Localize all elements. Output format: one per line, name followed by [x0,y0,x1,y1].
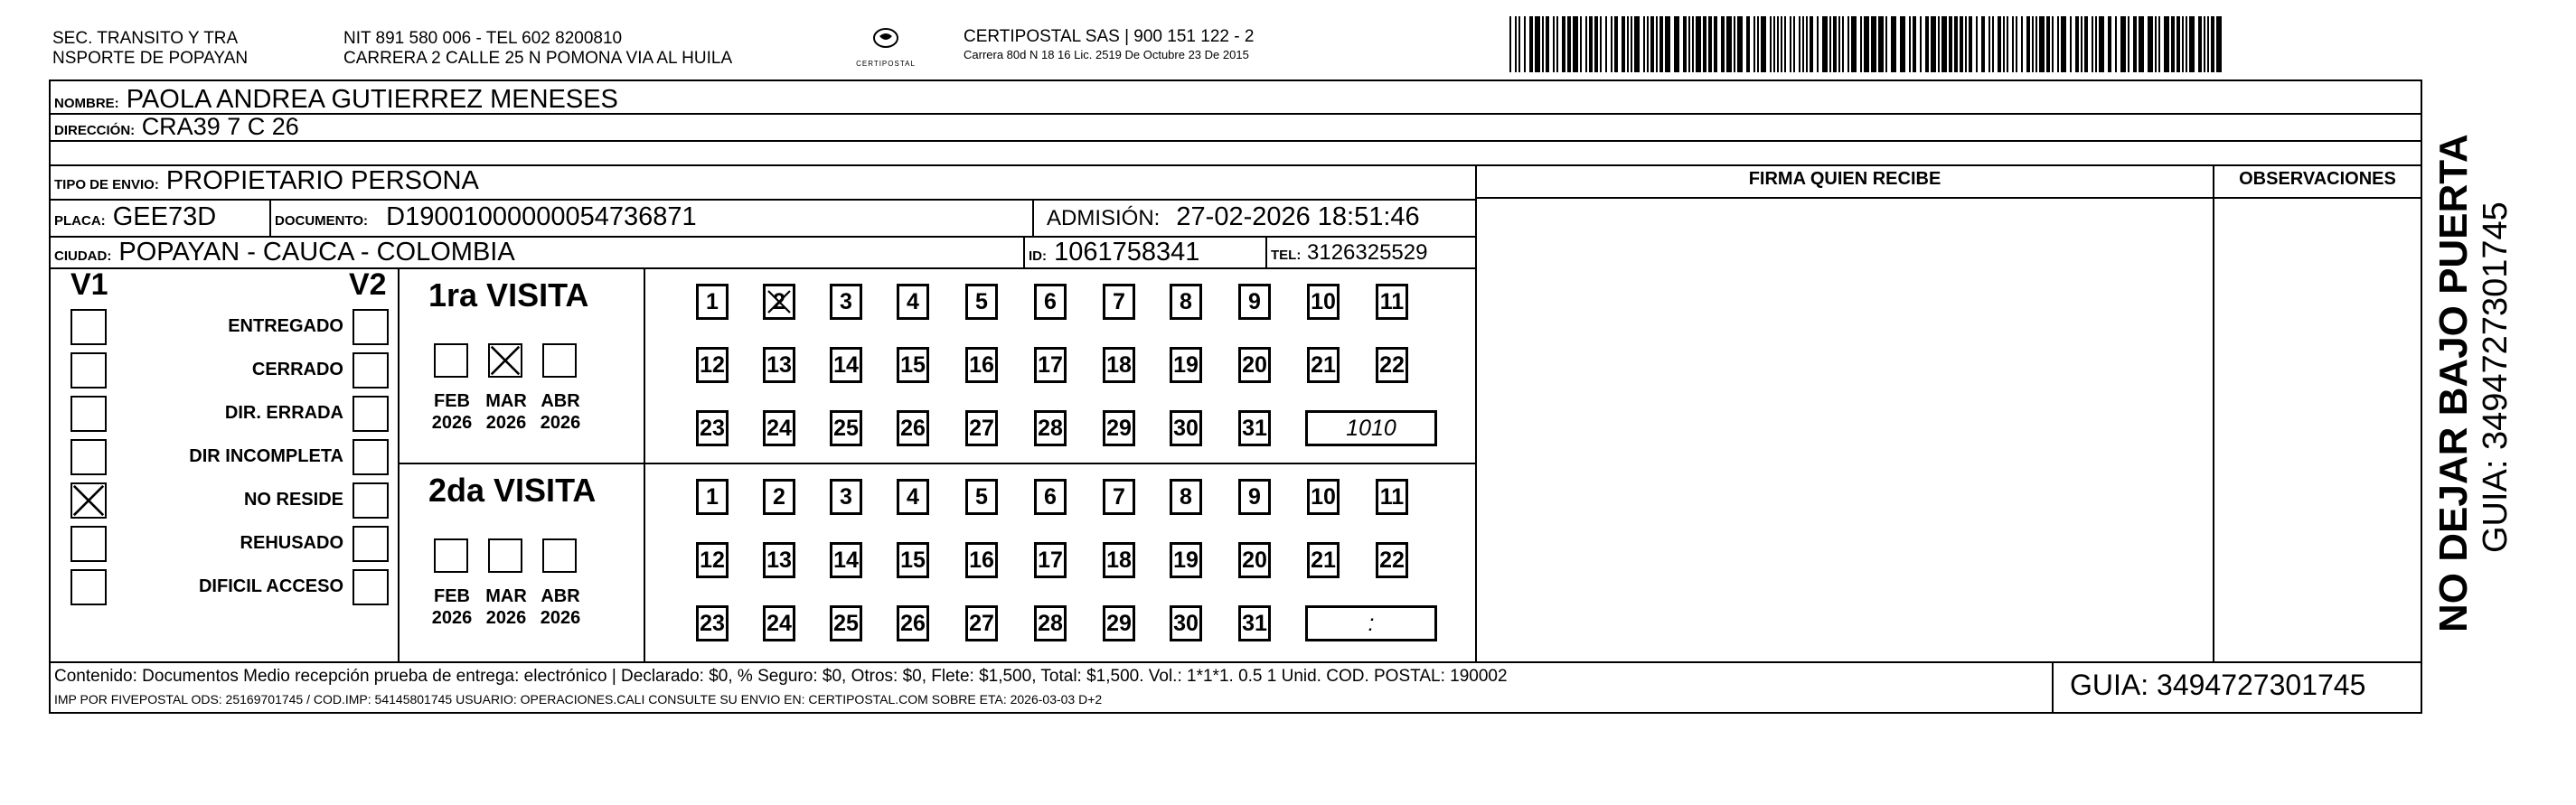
day-box[interactable]: 18 [1103,542,1135,578]
sender-line-2: NSPORTE DE POPAYAN [52,49,249,68]
day-box[interactable]: 10 [1307,284,1340,320]
tipo-envio-field [54,164,479,201]
certipostal-logo [850,25,922,72]
month-year: 2026 [540,413,581,433]
barcode-bar [1770,16,1772,72]
barcode-bar [1920,16,1922,72]
time-box[interactable] [1305,605,1437,641]
admision-label: ADMISIÓN: [1047,206,1161,230]
day-box[interactable]: 5 [965,284,998,320]
barcode-bar [1998,16,2001,72]
barcode-bar [1622,16,1625,72]
id-label: ID: [1029,248,1047,264]
barcode-bar [1524,16,1526,72]
id-value: 1061758341 [1054,238,1200,267]
day-box[interactable]: 21 [1307,542,1340,578]
id-field [1029,236,1199,273]
barcode-bar [1753,16,1755,72]
day-box[interactable]: 31 [1238,605,1271,641]
day-box[interactable]: 25 [830,410,862,446]
barcode-bar [1696,16,1701,72]
barcode-bar [1674,16,1679,72]
barcode-bar [1773,16,1775,72]
barcode-bar [1847,16,1849,72]
barcode-bar [2133,16,2137,72]
barcode-bar [1941,16,1947,72]
day-box[interactable]: 24 [763,605,795,641]
month-year: 2026 [431,413,473,433]
barcode-bar [2099,16,2104,72]
barcode-bar [2171,16,2175,72]
barcode-bar [2016,16,2017,72]
barcode-bar [1518,16,1520,72]
barcode-bar [2155,16,2157,72]
barcode-bar [1900,16,1905,72]
documento-value: D19001000000054736871 [386,202,697,231]
barcode-bar [1913,16,1916,72]
barcode-bar [1878,16,1884,72]
barcode-bar [1981,16,1985,72]
day-box[interactable]: 24 [763,410,795,446]
day-box[interactable]: 29 [1103,410,1135,446]
day-box[interactable]: 9 [1238,479,1271,515]
month-label [533,585,588,629]
barcode-bar [1810,16,1813,72]
month-checkbox[interactable] [434,538,468,573]
barcode-bar [1925,16,1929,72]
month-name: MAR [485,391,527,411]
barcode-bar [1829,16,1831,72]
day-box[interactable]: 10 [1307,479,1340,515]
barcode-bar [2081,16,2082,72]
barcode-bar [1817,16,1819,72]
status-v2-checkbox[interactable] [353,569,389,605]
barcode-bar [1535,16,1540,72]
day-box[interactable]: 31 [1238,410,1271,446]
barcode-bar [2128,16,2129,72]
barcode-bar [1567,16,1571,72]
tel-value: 3126325529 [1307,240,1428,265]
barcode-bar [2035,16,2037,72]
barcode-bar [2070,16,2072,72]
day-box[interactable]: 30 [1170,605,1202,641]
day-box[interactable]: 1 [696,479,729,515]
barcode-bar [1634,16,1640,72]
barcode-bar [1542,16,1544,72]
month-year: 2026 [431,608,473,628]
barcode-bar [1784,16,1786,72]
barcode-bar [1790,16,1791,72]
month-checkbox[interactable] [434,343,468,378]
day-box[interactable]: 20 [1238,347,1271,383]
barcode-bar [1714,16,1717,72]
barcode-bar [1931,16,1936,72]
barcode-bar [1556,16,1558,72]
barcode-bar [1988,16,1990,72]
tipo-envio-label: TIPO DE ENVIO: [54,177,159,192]
day-box[interactable]: 11 [1376,479,1408,515]
day-box[interactable]: 4 [897,284,929,320]
day-box[interactable]: 30 [1170,410,1202,446]
barcode-bar [1589,16,1593,72]
address-line: CARRERA 2 CALLE 25 N POMONA VIA AL HUILA [343,49,733,68]
status-label: DIR INCOMPLETA [189,446,343,466]
day-box[interactable]: 5 [965,479,998,515]
barcode-bar [1659,16,1663,72]
barcode-bar [2198,16,2202,72]
barcode-bar [2039,16,2045,72]
barcode-bar [1647,16,1649,72]
day-box[interactable]: 15 [897,347,929,383]
barcode-bar [1793,16,1795,72]
barcode-bar [1650,16,1654,72]
status-v2-checkbox[interactable] [353,482,389,519]
barcode-bar [1909,16,1911,72]
day-box[interactable]: 1 [696,284,729,320]
month-name: ABR [541,391,580,411]
day-box[interactable]: 27 [965,605,998,641]
barcode-bar [1860,16,1862,72]
status-v2-checkbox[interactable] [353,309,389,345]
barcode-bar [1885,16,1887,72]
nombre-value: PAOLA ANDREA GUTIERREZ MENESES [126,85,618,114]
barcode-bar [2095,16,2097,72]
barcode-bar [1594,16,1598,72]
barcode-bar [1864,16,1869,72]
day-box[interactable]: 26 [897,605,929,641]
barcode-bar [1546,16,1549,72]
barcode-bar [1838,16,1840,72]
nombre-label: NOMBRE: [54,96,119,111]
barcode-bar [1871,16,1876,72]
month-label [425,585,479,629]
visit-title: 1ra VISITA [428,276,589,314]
day-box[interactable]: 7 [1103,479,1135,515]
barcode-bar [2216,16,2222,72]
day-box[interactable]: 14 [830,542,862,578]
barcode-bar [2115,16,2117,72]
placa-value: GEE73D [112,202,217,231]
barcode-bar [2003,16,2005,72]
month-checkbox[interactable] [488,343,522,378]
day-box[interactable]: 17 [1034,347,1067,383]
day-box[interactable]: 28 [1034,605,1067,641]
barcode-bar [1726,16,1732,72]
day-check-mark [766,286,793,317]
day-box[interactable]: 22 [1376,542,1408,578]
barcode-bar [2204,16,2205,72]
barcode [1509,16,2223,72]
day-box[interactable]: 13 [763,542,795,578]
barcode-bar [1605,16,1607,72]
barcode-bar [1833,16,1837,72]
barcode-bar [1631,16,1632,72]
barcode-bar [2176,16,2180,72]
barcode-bar [2032,16,2034,72]
barcode-bar [2021,16,2023,72]
barcode-bar [1761,16,1766,72]
day-box[interactable]: 16 [965,542,998,578]
barcode-bar [1822,16,1828,72]
footer-guia: GUIA: 3494727301745 [2070,669,2366,701]
day-box[interactable]: 28 [1034,410,1067,446]
day-box[interactable]: 21 [1307,347,1340,383]
status-label: ENTREGADO [228,316,343,336]
placa-label: PLACA: [54,213,106,229]
firma-header: FIRMA QUIEN RECIBE [1748,169,1941,189]
barcode-bar [2052,16,2054,72]
barcode-bar [1529,16,1533,72]
barcode-bar [2007,16,2008,72]
day-box[interactable]: 13 [763,347,795,383]
barcode-bar [2061,16,2066,72]
day-box[interactable]: 26 [897,410,929,446]
barcode-bar [2139,16,2144,72]
day-box[interactable]: 16 [965,347,998,383]
status-v2-checkbox[interactable] [353,396,389,432]
day-box[interactable]: 9 [1238,284,1271,320]
status-label: DIR. ERRADA [224,403,343,423]
barcode-bar [1965,16,1967,72]
barcode-bar [2148,16,2153,72]
tel-label: TEL: [1271,248,1302,263]
no-dejar-bajo-puerta: NO DEJAR BAJO PUERTA [2431,134,2476,632]
barcode-bar [1960,16,1963,72]
month-year: 2026 [485,608,527,628]
day-box[interactable]: 11 [1376,284,1408,320]
time-box[interactable] [1305,410,1437,446]
admision-field [1047,201,1420,235]
month-name: ABR [541,586,580,606]
v2-header: V2 [349,267,387,302]
day-box[interactable]: 3 [830,284,862,320]
status-label: NO RESIDE [243,490,343,510]
barcode-bar [2092,16,2093,72]
day-box[interactable]: 23 [696,410,729,446]
placa-field [54,201,216,238]
barcode-bar [1891,16,1896,72]
day-box[interactable]: 20 [1238,542,1271,578]
time-value: 1010 [1346,416,1396,441]
direccion-field [54,112,299,145]
barcode-bar [2057,16,2059,72]
barcode-bar [1842,16,1844,72]
status-v2-checkbox[interactable] [353,439,389,475]
barcode-bar [1580,16,1582,72]
day-box[interactable]: 25 [830,605,862,641]
barcode-bar [1976,16,1978,72]
day-box[interactable]: 27 [965,410,998,446]
barcode-bar [2182,16,2184,72]
tipo-envio-value: PROPIETARIO PERSONA [165,166,479,195]
barcode-bar [2084,16,2088,72]
status-label: CERRADO [251,360,343,379]
nit-line: NIT 891 580 006 - TEL 602 8200810 [343,29,623,48]
month-label [479,390,533,434]
barcode-bar [2026,16,2030,72]
month-checkbox[interactable] [542,343,577,378]
day-box[interactable]: 3 [830,479,862,515]
company-line: CERTIPOSTAL SAS | 900 151 122 - 2 [964,27,1255,46]
barcode-bar [2012,16,2014,72]
barcode-bar [2046,16,2050,72]
month-year: 2026 [485,413,527,433]
barcode-bar [2158,16,2160,72]
barcode-bar [1643,16,1645,72]
day-box[interactable]: 2 [763,479,795,515]
day-box[interactable]: 12 [696,347,729,383]
barcode-bar [1802,16,1804,72]
barcode-bar [1553,16,1555,72]
day-box[interactable]: 12 [696,542,729,578]
barcode-bar [1562,16,1565,72]
side-guia: GUIA: 3494727301745 [2477,201,2515,553]
barcode-bar [2211,16,2214,72]
sender-line-1: SEC. TRANSITO Y TRA [52,29,239,48]
imp-line: IMP POR FIVEPOSTAL ODS: 25169701745 / COD.IMP: 54145801745 USUARIO: OPERACIONES.CALI CONSULTE SU ENVIO EN: CERTIPOSTAL.COM SOBRE ETA: 2026-03-03 D+2 [54,692,1103,707]
documento-field [275,201,697,238]
barcode-bar [1708,16,1712,72]
day-box[interactable]: 8 [1170,479,1202,515]
day-box[interactable]: 29 [1103,605,1135,641]
barcode-bar [1614,16,1618,72]
month-label [479,585,533,629]
day-box[interactable]: 4 [897,479,929,515]
barcode-bar [1683,16,1687,72]
documento-label: DOCUMENTO: [275,213,369,229]
v1-header: V1 [71,267,108,302]
barcode-bar [2207,16,2209,72]
barcode-bar [2108,16,2111,72]
month-year: 2026 [540,608,581,628]
barcode-bar [1692,16,1694,72]
barcode-bar [1969,16,1972,72]
ciudad-value: POPAYAN - CAUCA - COLOMBIA [118,238,515,267]
barcode-bar [2164,16,2169,72]
barcode-bar [1806,16,1808,72]
barcode-bar [1688,16,1690,72]
day-box[interactable]: 8 [1170,284,1202,320]
barcode-bar [1781,16,1782,72]
barcode-bar [1992,16,1994,72]
day-box[interactable]: 23 [696,605,729,641]
barcode-bar [1757,16,1759,72]
barcode-bar [1656,16,1658,72]
barcode-bar [1737,16,1743,72]
status-label: REHUSADO [240,533,343,553]
company-address: Carrera 80d N 18 16 Lic. 2519 De Octubre 23 De 2015 [964,48,1249,61]
barcode-bar [1573,16,1578,72]
logo-text: CERTIPOSTAL [856,60,916,68]
month-label [425,390,479,434]
company-block [964,27,1254,63]
contenido-line: Contenido: Documentos Medio recepción prueba de entrega: electrónico | Declarado: $0, % Seguro: $0, Otros: $0, Flete: $1,500, Total: $1,500. Vol.: 1*1*1. 0.5 1 Unid. COD. POSTAL: 190002 [54,667,1508,686]
day-box[interactable]: 7 [1103,284,1135,320]
sender-block [52,29,248,69]
barcode-bar [1703,16,1706,72]
month-checkbox[interactable] [488,538,522,573]
admision-value: 27-02-2026 18:51:46 [1176,202,1420,231]
barcode-bar [1585,16,1587,72]
barcode-bar [1509,16,1511,72]
barcode-bar [2189,16,2195,72]
visit-title: 2da VISITA [428,472,597,509]
ciudad-field [54,236,515,273]
ciudad-label: CIUDAD: [54,248,112,264]
status-v2-checkbox[interactable] [353,526,389,562]
month-checkbox[interactable] [542,538,577,573]
day-box[interactable]: 18 [1103,347,1135,383]
barcode-bar [2120,16,2126,72]
day-box[interactable]: 19 [1170,347,1202,383]
month-name: FEB [434,391,470,411]
barcode-bar [1627,16,1629,72]
day-box[interactable]: 6 [1034,479,1067,515]
barcode-bar [1600,16,1602,72]
direccion-value: CRA39 7 C 26 [141,113,299,140]
day-box[interactable]: 6 [1034,284,1067,320]
day-box[interactable]: 15 [897,542,929,578]
day-box[interactable]: 14 [830,347,862,383]
barcode-bar [1746,16,1750,72]
barcode-bar [1954,16,1958,72]
day-box[interactable]: 19 [1170,542,1202,578]
barcode-bar [1721,16,1725,72]
barcode-bar [1938,16,1940,72]
barcode-bar [1777,16,1779,72]
barcode-bar [1611,16,1612,72]
barcode-bar [1949,16,1952,72]
direccion-label: DIRECCIÓN: [54,123,136,138]
day-box[interactable]: 22 [1376,347,1408,383]
barcode-bar [2075,16,2079,72]
status-v2-checkbox[interactable] [353,352,389,388]
time-value: : [1368,611,1375,636]
month-name: FEB [434,586,470,606]
month-name: MAR [485,586,527,606]
barcode-bar [1734,16,1735,72]
month-label [533,390,588,434]
sender-contact-block [343,29,732,69]
barcode-bar [1515,16,1517,72]
tel-field [1271,237,1427,272]
observaciones-header: OBSERVACIONES [2239,169,2396,189]
day-box[interactable]: 2 [763,284,795,320]
barcode-bar [1799,16,1800,72]
barcode-bar [1851,16,1857,72]
day-box[interactable]: 17 [1034,542,1067,578]
barcode-bar [2186,16,2187,72]
barcode-bar [1665,16,1670,72]
status-label: DIFICIL ACCESO [198,576,343,596]
